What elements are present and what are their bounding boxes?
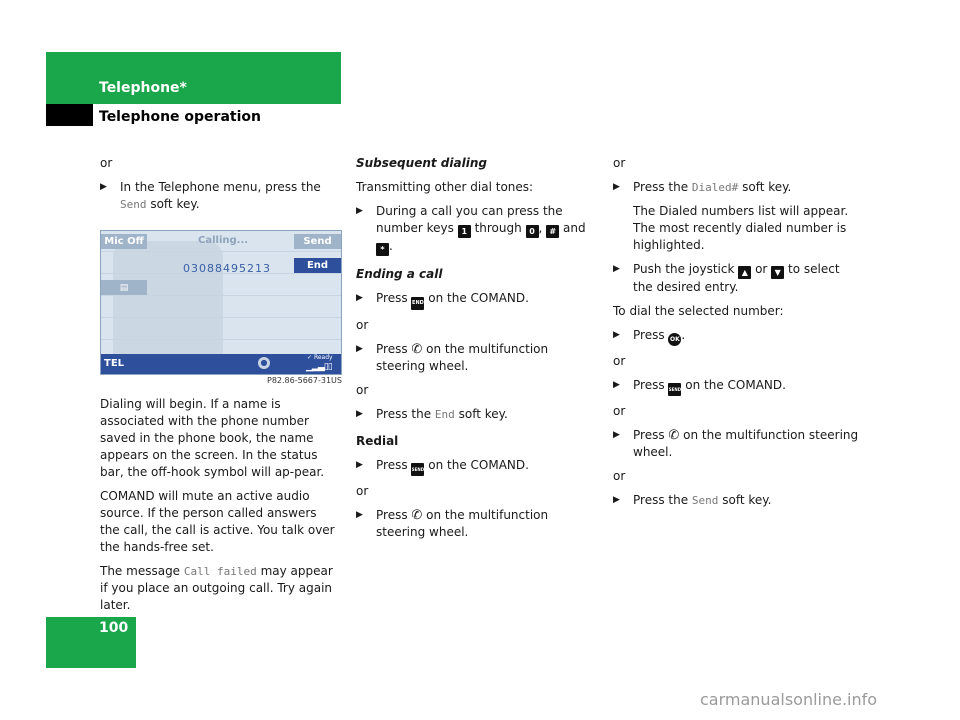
paragraph-dialing: Dialing will begin. If a name is associated with the phone number saved in the phone book, the name appears on the screen. In the status bar, the off-hook symbol will ap-pear. <box>100 397 325 479</box>
key-hash-icon: # <box>546 225 559 238</box>
key-1-icon: 1 <box>458 225 471 238</box>
section-tab <box>46 104 93 126</box>
subsequent-dialing-heading: Subsequent dialing <box>356 156 487 170</box>
bullet-arrow-icon: ▶ <box>613 495 620 505</box>
handset-icon: ✆ <box>411 508 423 523</box>
paragraph-call-failed: The message Call failed may appear if you place an outgoing call. Try again later. <box>100 564 333 612</box>
send-soft-key[interactable]: Send <box>294 234 341 249</box>
soft-key-label: Send <box>120 198 147 211</box>
handset-icon: ✆ <box>668 428 680 443</box>
send-soft-key-label: Send <box>691 494 719 507</box>
bullet-arrow-icon: ▶ <box>613 430 620 440</box>
send-key-icon: SEND <box>668 383 681 396</box>
key-0-icon: 0 <box>526 225 539 238</box>
or-text: or <box>356 318 369 332</box>
dialed-number: 03088495213 <box>183 262 271 275</box>
cd-icon: ● <box>258 357 270 369</box>
to-dial-text: To dial the selected number: <box>613 304 784 318</box>
bullet-arrow-icon: ▶ <box>613 330 620 340</box>
bullet-text: soft key. <box>150 197 200 211</box>
redial-heading: Redial <box>356 434 399 448</box>
joystick-down-icon: ▼ <box>771 266 784 279</box>
bullet-send-key: ▶ Press SEND on the COMAND. <box>356 457 600 476</box>
phonebook-soft-key[interactable] <box>101 280 147 295</box>
bullet-send-soft-key <box>100 179 340 213</box>
bullet-send-soft-key: ▶ Press the Send soft key. <box>613 493 772 507</box>
bullet-end-soft-key: ▶ Press the End soft key. <box>356 407 508 421</box>
key-star-icon: * <box>376 243 389 256</box>
comand-screen-display <box>100 230 342 375</box>
bullet-arrow-icon: ▶ <box>356 460 363 470</box>
bullet-dialed-soft-key: ▶ Press the Dialed# soft key. <box>613 180 792 194</box>
signal-strength-icon: ▁▂▃▯▯ <box>306 362 332 372</box>
dialed-list-text: The Dialed numbers list will appear. The most recently dialed number is highlighted. <box>633 204 849 252</box>
bullet-ok-key: ▶ Press OK . <box>613 327 863 346</box>
column-2 <box>356 155 600 548</box>
bullet-arrow-icon: ▶ <box>356 344 363 354</box>
bullet-arrow-icon: ▶ <box>356 293 363 303</box>
or-text: or <box>613 469 626 483</box>
watermark-text: carmanualsonline.info <box>700 690 878 709</box>
bullet-arrow-icon: ▶ <box>613 380 620 390</box>
ending-call-heading: Ending a call <box>356 267 443 281</box>
or-text: or <box>356 383 369 397</box>
bullet-arrow-icon: ▶ <box>613 264 620 274</box>
figure-caption: P82.86-5667-31US <box>267 376 342 385</box>
joystick-up-icon: ▲ <box>738 266 751 279</box>
phone-illustration <box>113 241 223 371</box>
end-key-icon: END <box>411 297 424 310</box>
ready-label: ✓ Ready <box>307 354 333 361</box>
bullet-joystick: ▶ Push the joystick ▲ or ▼ to select the desired entry. <box>613 262 840 294</box>
bullet-pickup-wheel: ▶ Press ✆ on the multifunction steering wheel. <box>613 428 859 459</box>
bullet-hangup-wheel: ▶ Press ✆ on the multifunction steering wheel. <box>356 342 549 373</box>
paragraph-mute: COMAND will mute an active audio source. If the person called answers the call, the call is active. You talk over the hands-free set. <box>100 489 335 554</box>
mic-off-soft-key[interactable]: Mic Off <box>101 234 147 249</box>
bullet-arrow-icon: ▶ <box>356 510 363 520</box>
bullet-arrow-icon: ▶ <box>356 206 363 216</box>
end-soft-key-label: End <box>434 408 455 421</box>
bullet-end-key: ▶ Press END on the COMAND. <box>356 290 600 310</box>
bullet-arrow-icon: ▶ <box>100 182 107 192</box>
bullet-pickup-wheel: ▶ Press ✆ on the multifunction steering wheel. <box>356 508 549 539</box>
dialed-soft-key-label: Dialed# <box>691 181 739 194</box>
calling-status: Calling... <box>198 235 249 246</box>
handset-icon: ✆ <box>411 342 423 357</box>
or-text: or <box>100 156 113 170</box>
status-bar <box>101 354 341 374</box>
end-soft-key[interactable]: End <box>294 258 341 273</box>
tel-label: TEL <box>104 358 125 369</box>
or-text: or <box>613 404 626 418</box>
ok-key-icon: OK <box>668 333 681 346</box>
or-text: or <box>613 354 626 368</box>
column-3 <box>613 155 863 516</box>
bullet-arrow-icon: ▶ <box>613 182 620 192</box>
or-text: or <box>613 156 626 170</box>
column-1-body <box>100 396 340 621</box>
transmitting-text: Transmitting other dial tones: <box>356 180 534 194</box>
or-text: or <box>356 484 369 498</box>
column-1 <box>100 155 340 220</box>
bullet-send-key: ▶ Press SEND on the COMAND. <box>613 377 863 396</box>
section-title: Telephone operation <box>99 109 261 125</box>
bullet-arrow-icon: ▶ <box>356 409 363 419</box>
chapter-title: Telephone* <box>99 80 187 96</box>
bullet-number-keys: ▶ During a call you can press the number keys 1 through 0 , # and * . <box>356 204 586 254</box>
chapter-header-box <box>46 52 341 104</box>
phonebook-icon: ▤ <box>119 283 129 293</box>
send-key-icon: SEND <box>411 463 424 476</box>
call-failed-message: Call failed <box>183 565 257 578</box>
bullet-text: In the Telephone menu, press the <box>120 180 321 194</box>
page-number: 100 <box>99 620 129 636</box>
